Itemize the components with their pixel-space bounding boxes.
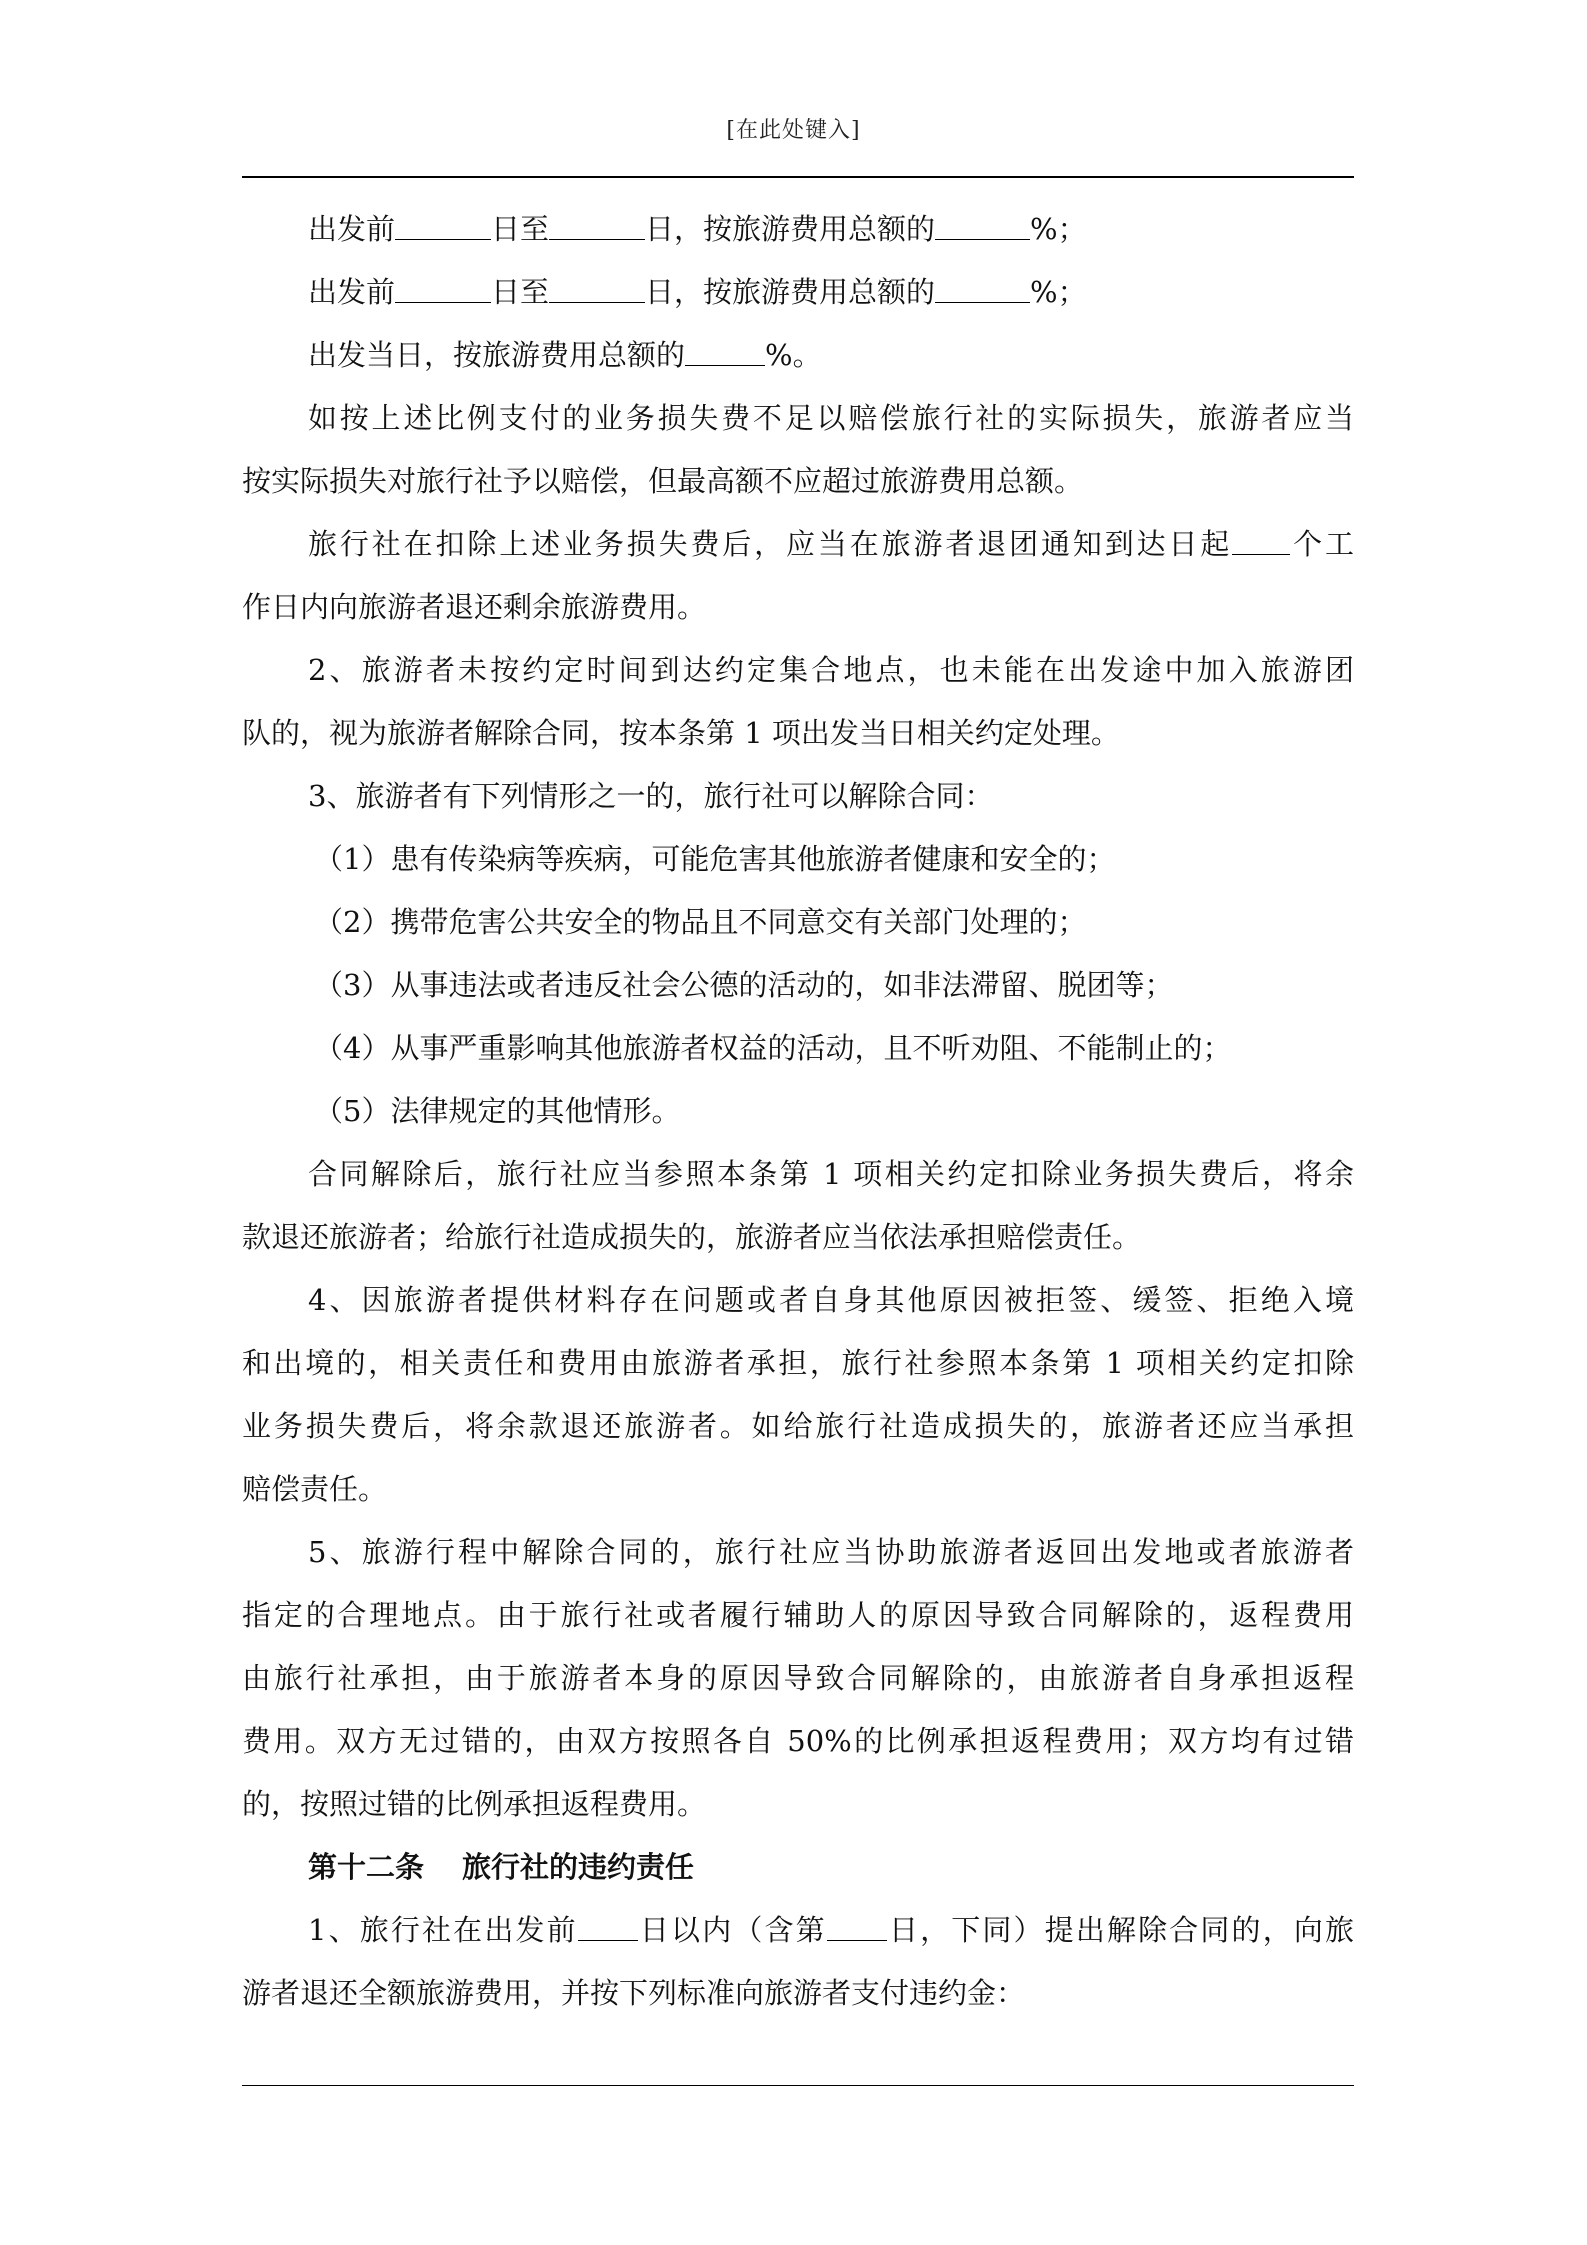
paragraph-line [242, 513, 1354, 576]
document-body [242, 198, 1354, 2025]
text: 个工 [1290, 527, 1354, 561]
text: 出发前 [308, 212, 396, 246]
paragraph-line: 如按上述比例支付的业务损失费不足以赔偿旅行社的实际损失，旅游者应当 [308, 401, 1354, 435]
text: 日至 [491, 212, 550, 246]
text: %。 [765, 338, 822, 372]
fill-blank[interactable] [827, 1911, 887, 1941]
text: 日，按旅游费用总额的 [645, 275, 936, 309]
penalty-rule-line-1 [242, 198, 1354, 261]
fill-blank[interactable] [549, 210, 645, 240]
fill-blank[interactable] [578, 1911, 638, 1941]
section-heading [242, 1836, 1354, 1899]
text: %； [1030, 212, 1087, 246]
fill-blank[interactable] [685, 336, 765, 366]
penalty-rule-line-3 [242, 324, 1354, 387]
list-item: （4）从事严重影响其他旅游者权益的活动，且不听劝阻、不能制止的； [314, 1031, 1232, 1065]
footer-rule [242, 2085, 1354, 2086]
list-item: （3）从事违法或者违反社会公德的活动的，如非法滞留、脱团等； [314, 968, 1174, 1002]
text: 出发前 [308, 275, 396, 309]
paragraph-line: 按实际损失对旅行社予以赔偿，但最高额不应超过旅游费用总额。 [242, 464, 1084, 498]
text: %； [1030, 275, 1087, 309]
text: 日以内（含第 [637, 1913, 827, 1947]
fill-blank[interactable] [549, 273, 645, 303]
paragraph-line: 作日内向旅游者退还剩余旅游费用。 [242, 590, 707, 624]
paragraph-line: 和出境的，相关责任和费用由旅游者承担，旅行社参照本条第 1 项相关约定扣除 [242, 1346, 1354, 1380]
paragraph-line: 队的，视为旅游者解除合同，按本条第 1 项出发当日相关约定处理。 [242, 716, 1120, 750]
paragraph-line: 4、因旅游者提供材料存在问题或者自身其他原因被拒签、缓签、拒绝入境 [308, 1283, 1354, 1317]
paragraph-line: 5、旅游行程中解除合同的，旅行社应当协助旅游者返回出发地或者旅游者 [308, 1535, 1354, 1569]
paragraph-line: 3、旅游者有下列情形之一的，旅行社可以解除合同： [308, 779, 994, 813]
fill-blank[interactable] [395, 210, 491, 240]
paragraph-line: 赔偿责任。 [242, 1472, 388, 1506]
text: 日，下同）提出解除合同的，向旅 [886, 1913, 1354, 1947]
text: 1、旅行社在出发前 [308, 1913, 578, 1947]
paragraph-line: 合同解除后，旅行社应当参照本条第 1 项相关约定扣除业务损失费后，将余 [308, 1157, 1354, 1191]
text: 旅行社在扣除上述业务损失费后，应当在旅游者退团通知到达日起 [308, 527, 1233, 561]
penalty-rule-line-2 [242, 261, 1354, 324]
list-item: （2）携带危害公共安全的物品且不同意交有关部门处理的； [314, 905, 1087, 939]
paragraph-line: 款退还旅游者；给旅行社造成损失的，旅游者应当依法承担赔偿责任。 [242, 1220, 1142, 1254]
paragraph-line: 费用。双方无过错的，由双方按照各自 50%的比例承担返程费用；双方均有过错 [242, 1724, 1354, 1758]
fill-blank[interactable] [1232, 525, 1290, 555]
page-header[interactable]: [在此处键入] [726, 118, 861, 143]
text: 日至 [491, 275, 550, 309]
header-rule [242, 176, 1354, 178]
paragraph-line: 由旅行社承担，由于旅游者本身的原因导致合同解除的，由旅游者自身承担返程 [242, 1661, 1354, 1695]
paragraph-line: 2、旅游者未按约定时间到达约定集合地点，也未能在出发途中加入旅游团 [308, 653, 1354, 687]
paragraph-line [242, 1899, 1354, 1962]
list-item: （1）患有传染病等疾病，可能危害其他旅游者健康和安全的； [314, 842, 1116, 876]
fill-blank[interactable] [395, 273, 491, 303]
fill-blank[interactable] [935, 210, 1030, 240]
paragraph-line: 指定的合理地点。由于旅行社或者履行辅助人的原因导致合同解除的，返程费用 [242, 1598, 1354, 1632]
text: 出发当日，按旅游费用总额的 [308, 338, 686, 372]
paragraph-line: 的，按照过错的比例承担返程费用。 [242, 1787, 707, 1821]
paragraph-line: 游者退还全额旅游费用，并按下列标准向旅游者支付违约金： [242, 1976, 1026, 2010]
text: 日，按旅游费用总额的 [645, 212, 936, 246]
article-number: 第十二条 [308, 1850, 425, 1884]
paragraph-line: 业务损失费后，将余款退还旅游者。如给旅行社造成损失的，旅游者还应当承担 [242, 1409, 1354, 1443]
list-item: （5）法律规定的其他情形。 [314, 1094, 681, 1128]
fill-blank[interactable] [935, 273, 1030, 303]
article-title: 旅行社的违约责任 [462, 1850, 695, 1884]
